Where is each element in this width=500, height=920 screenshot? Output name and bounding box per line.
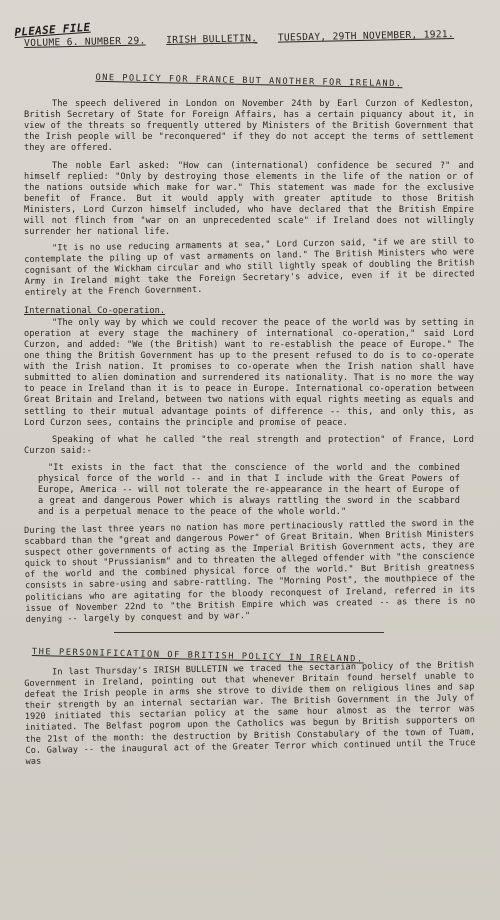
article-2-paragraph-1: In last Thursday's IRISH BULLETIN we traced the sectarian policy of the British Government in Ireland, pointing out that whenever Britain found herself unable to defeat the Irish people in arms she strove to divide them on religious lines and sap their strength by an internal sectarian war. The British Government in the July of 1920 initiated this sectarian policy at the same hour almost as the terror was initiated. The Belfast pogrom upon the Catholics was begun by British supporters on the 21st of the month: the destruction by British Constabulary of the town of Tuam, Co. Galway -- the inaugural act of the Greater Terror which continued until the Truce was: [24, 660, 476, 768]
file-stamp: PLEASE FILE: [14, 20, 91, 39]
issue-date: TUESDAY, 29TH NOVEMBER, 1921.: [277, 28, 455, 44]
paper-name: IRISH BULLETIN.: [166, 33, 258, 47]
volume-number: VOLUME 6. NUMBER 29.: [24, 35, 146, 49]
article-1-paragraph-6: During the last three years no nation has more pertinaciously rattled the sword in the scabbard than the "great and dangerous Power" of Great Britain. When British Ministers suspect other governments of acting as the Imperial British Government acts, they are quick to shout "Prussianism" and to threaten the alleged offender with "the conscience of the world and the combined physical force of the world." But British greatness consists in sabre-using and sabre-rattling. The "Morning Post", the mouthpiece of the politicians who are agitating for the bloody reconquest of Ireland, referred in its issue of November 22nd to "the British Empire which was created -- as there is no denying -- largely by conquest and by war.": [24, 518, 476, 626]
article-1-title: ONE POLICY FOR FRANCE BUT ANOTHER FOR IRELAND.: [95, 72, 403, 90]
article-2-title: THE PERSONIFICATION OF BRITISH POLICY IN IRELAND.: [31, 647, 364, 665]
article-1-paragraph-3: "It is no use reducing armaments at sea," Lord Curzon said, "if we are still to contemplate the piling up of vast armaments on land." The British Ministers who were cognisant of the Wickham circular and who still lightly speak of doubling the British Army in Ireland might take the Foreign Secretary's advice, even if it be directed entirely at the French Government.: [24, 236, 475, 299]
article-1-paragraph-2: The noble Earl asked: "How can (international) confidence be secured ?" and himself replied: "Only by destroying those elements in the life of the nation or of the nations outside which make for war." This statement was made for the exclusive benefit of France. But it would apply with greater aptitude to those British Ministers, Lord Curzon himself included, who have declared that the British Empire will not flinch from "war on an unprecedented scale" if Ireland does not willingly surrender her national life.: [24, 160, 474, 238]
article-1-subheading: International Co-operation.: [24, 305, 166, 316]
section-divider: [114, 632, 384, 633]
article-1-paragraph-4: "The only way by which we could recover the peace of the world was by setting in operation at every stage the machinery of international co-operation," said Lord Curzon, and added: "We (the British) want to re-establish the peace of Europe." The one thing the British Government has up to the present refused to do is to co-operate with the Irish nation. It promises to co-operate when the Irish nation shall have submitted to alien domination and surrendered its nationality. That is no more the way to peace in Ireland than it is to peace in Europe. International co-operation between Great Britain and Ireland, between two nations with equal rights meeting as equals and settling to their mutual advantage points of difference -- this, and only this, as Lord Curzon sees, contains the principle and promise of peace.: [24, 317, 474, 428]
document-body: [24, 70, 474, 774]
article-1-paragraph-5: Speaking of what he called "the real strength and protection" of France, Lord Curzon said:-: [24, 434, 474, 456]
article-1-paragraph-1: The speech delivered in London on November 24th by Earl Curzon of Kedleston, British Secretary of State for Foreign Affairs, has a certain piquancy about it, in view of the threats so frequently uttered by Ministers of the British Government that the Irish people will be "reconquered" if they do not accept the terms of settlement they are offered.: [24, 99, 474, 154]
curzon-quote: "It exists in the fact that the conscience of the world and the combined physical force of the world -- and in that I include with the Great Powers of Europe, America -- will not tolerate the re-appearance in the heart of Europe of a great and dangerous Power which is always rattling the sword in the scabbard and is a perpetual menace to the peace of the whole world.": [38, 462, 460, 518]
